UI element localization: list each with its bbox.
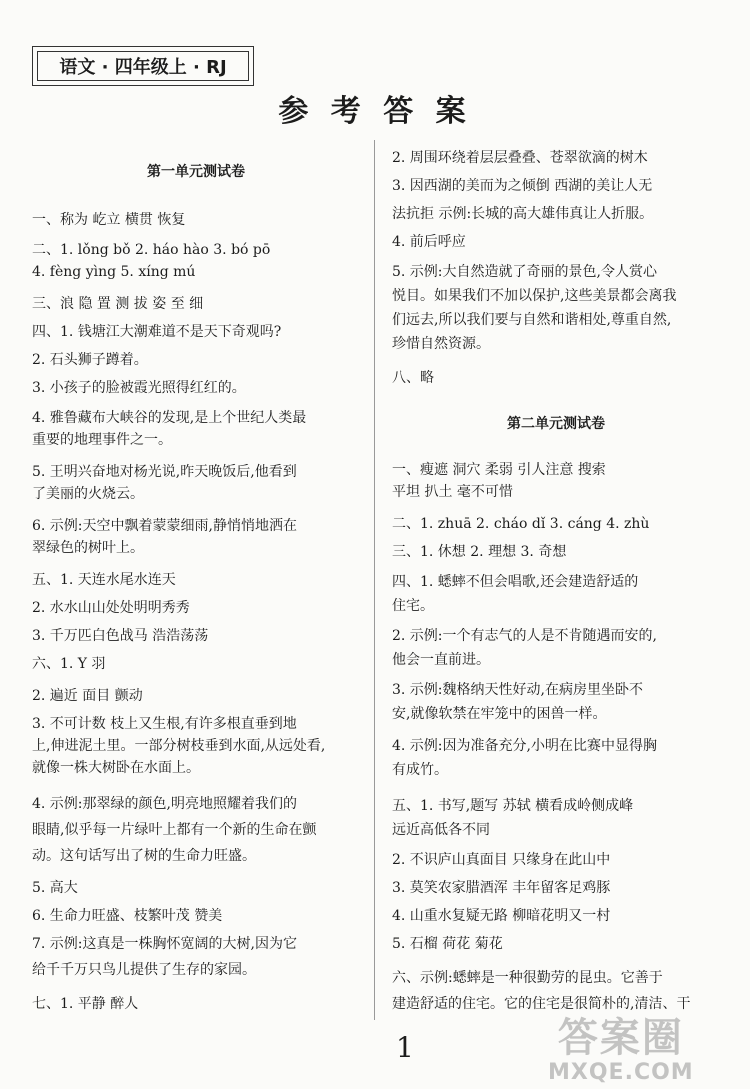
answer-line: 4. fèng yìng 5. xíng mú xyxy=(32,264,196,280)
answer-line: 2. 水水山山处处明明秀秀 xyxy=(32,600,190,616)
subject-tag-label: 语文 · 四年级上 · RJ xyxy=(37,51,249,81)
answer-line: 4. 山重水复疑无路 柳暗花明又一村 xyxy=(392,908,611,924)
answer-line: 平坦 扒土 毫不可惜 xyxy=(392,484,513,500)
answer-line: 就像一株大树卧在水面上。 xyxy=(32,760,200,776)
answer-line: 2. 周围环绕着层层叠叠、苍翠欲滴的树木 xyxy=(392,150,648,166)
answer-line: 四、1. 蟋蟀不但会唱歌,还会建造舒适的 xyxy=(392,574,639,590)
answer-line: 2. 示例:一个有志气的人是不肯随遇而安的, xyxy=(392,628,657,644)
answer-line: 五、1. 天连水尾水连天 xyxy=(32,572,176,588)
answer-line: 动。这句话写出了树的生命力旺盛。 xyxy=(32,848,256,864)
answer-line: 5. 示例:大自然造就了奇丽的景色,令人赏心 xyxy=(392,264,657,280)
answer-line: 5. 王明兴奋地对杨光说,昨天晚饭后,他看到 xyxy=(32,464,297,480)
page-title: 参 考 答 案 xyxy=(278,94,472,129)
answer-line: 重要的地理事件之一。 xyxy=(32,432,172,448)
watermark-logo-text: 答案圈 xyxy=(557,1015,684,1061)
answer-line: 法抗拒 示例:长城的高大雄伟真让人折服。 xyxy=(392,206,654,222)
answer-line: 五、1. 书写,题写 苏轼 横看成岭侧成峰 xyxy=(392,798,634,814)
answer-line: 四、1. 钱塘江大潮难道不是天下奇观吗? xyxy=(32,324,282,340)
answer-line: 6. 示例:天空中飘着蒙蒙细雨,静悄悄地洒在 xyxy=(32,518,297,534)
answer-line: 建造舒适的住宅。它的住宅是很简朴的,清洁、干 xyxy=(392,996,691,1012)
watermark-url: MXQE.COM xyxy=(548,1060,694,1085)
answer-line: 六、示例:蟋蟀是一种很勤劳的昆虫。它善于 xyxy=(392,970,663,986)
answer-line: 2. 遍近 面目 颤动 xyxy=(32,688,143,704)
answer-line: 二、1. lǒng bǒ 2. háo hào 3. bó pō xyxy=(32,242,271,258)
section-heading: 第二单元测试卷 xyxy=(507,416,605,432)
answer-line: 有成竹。 xyxy=(392,762,448,778)
answer-line: 住宅。 xyxy=(392,598,434,614)
answer-line: 七、1. 平静 醉人 xyxy=(32,996,139,1012)
answer-line: 一、称为 屹立 横贯 恢复 xyxy=(32,212,186,228)
answer-line: 珍惜自然资源。 xyxy=(392,336,490,352)
answer-line: 3. 莫笑农家腊酒浑 丰年留客足鸡豚 xyxy=(392,880,611,896)
answer-line: 三、浪 隐 置 测 拔 姿 至 细 xyxy=(32,296,204,312)
answer-line: 7. 示例:这真是一株胸怀宽阔的大树,因为它 xyxy=(32,936,297,952)
answer-line: 3. 示例:魏格纳天性好动,在病房里坐卧不 xyxy=(392,682,643,698)
answer-line: 眼睛,似乎每一片绿叶上都有一个新的生命在颤 xyxy=(32,822,317,838)
column-divider xyxy=(374,140,375,1020)
answer-line: 4. 示例:那翠绿的颜色,明亮地照耀着我们的 xyxy=(32,796,297,812)
answer-line: 翠绿色的树叶上。 xyxy=(32,540,144,556)
subject-tag xyxy=(32,46,254,86)
answer-line: 悦目。如果我们不加以保护,这些美景都会离我 xyxy=(392,288,677,304)
answer-line: 3. 因西湖的美而为之倾倒 西湖的美让人无 xyxy=(392,178,653,194)
answer-line: 6. 生命力旺盛、枝繁叶茂 赞美 xyxy=(32,908,223,924)
watermark xyxy=(548,1016,694,1086)
answer-line: 2. 石头狮子蹲着。 xyxy=(32,352,148,368)
section-heading: 第一单元测试卷 xyxy=(147,164,245,180)
answer-line: 5. 高大 xyxy=(32,880,78,896)
answer-line: 一、瘦遮 洞穴 柔弱 引人注意 搜索 xyxy=(392,462,606,478)
answer-line: 二、1. zhuā 2. cháo dǐ 3. cáng 4. zhù xyxy=(392,516,650,532)
answer-line: 上,伸进泥土里。一部分树枝垂到水面,从远处看, xyxy=(32,738,326,754)
page-number: 1 xyxy=(396,1031,414,1064)
answer-line: 5. 石榴 荷花 菊花 xyxy=(392,936,503,952)
answer-line: 3. 不可计数 枝上又生根,有许多根直垂到地 xyxy=(32,716,297,732)
answer-line: 4. 示例:因为准备充分,小明在比赛中显得胸 xyxy=(392,738,657,754)
answer-line: 2. 不识庐山真面目 只缘身在此山中 xyxy=(392,852,611,868)
answer-line: 六、1. Y 羽 xyxy=(32,656,106,672)
answer-line: 3. 小孩子的脸被霞光照得红红的。 xyxy=(32,380,246,396)
answer-line: 4. 前后呼应 xyxy=(392,234,466,250)
answer-line: 八、略 xyxy=(392,370,434,386)
answer-line: 3. 千万匹白色战马 浩浩荡荡 xyxy=(32,628,209,644)
answer-line: 4. 雅鲁藏布大峡谷的发现,是上个世纪人类最 xyxy=(32,410,307,426)
answer-line: 们远去,所以我们要与自然和谐相处,尊重自然, xyxy=(392,312,672,328)
answer-line: 安,就像软禁在牢笼中的困兽一样。 xyxy=(392,706,607,722)
answer-line: 他会一直前进。 xyxy=(392,652,490,668)
answer-line: 了美丽的火烧云。 xyxy=(32,486,144,502)
answer-line: 远近高低各不同 xyxy=(392,822,490,838)
answer-line: 给千千万只鸟儿提供了生存的家园。 xyxy=(32,962,256,978)
answer-line: 三、1. 休想 2. 理想 3. 奇想 xyxy=(392,544,567,560)
